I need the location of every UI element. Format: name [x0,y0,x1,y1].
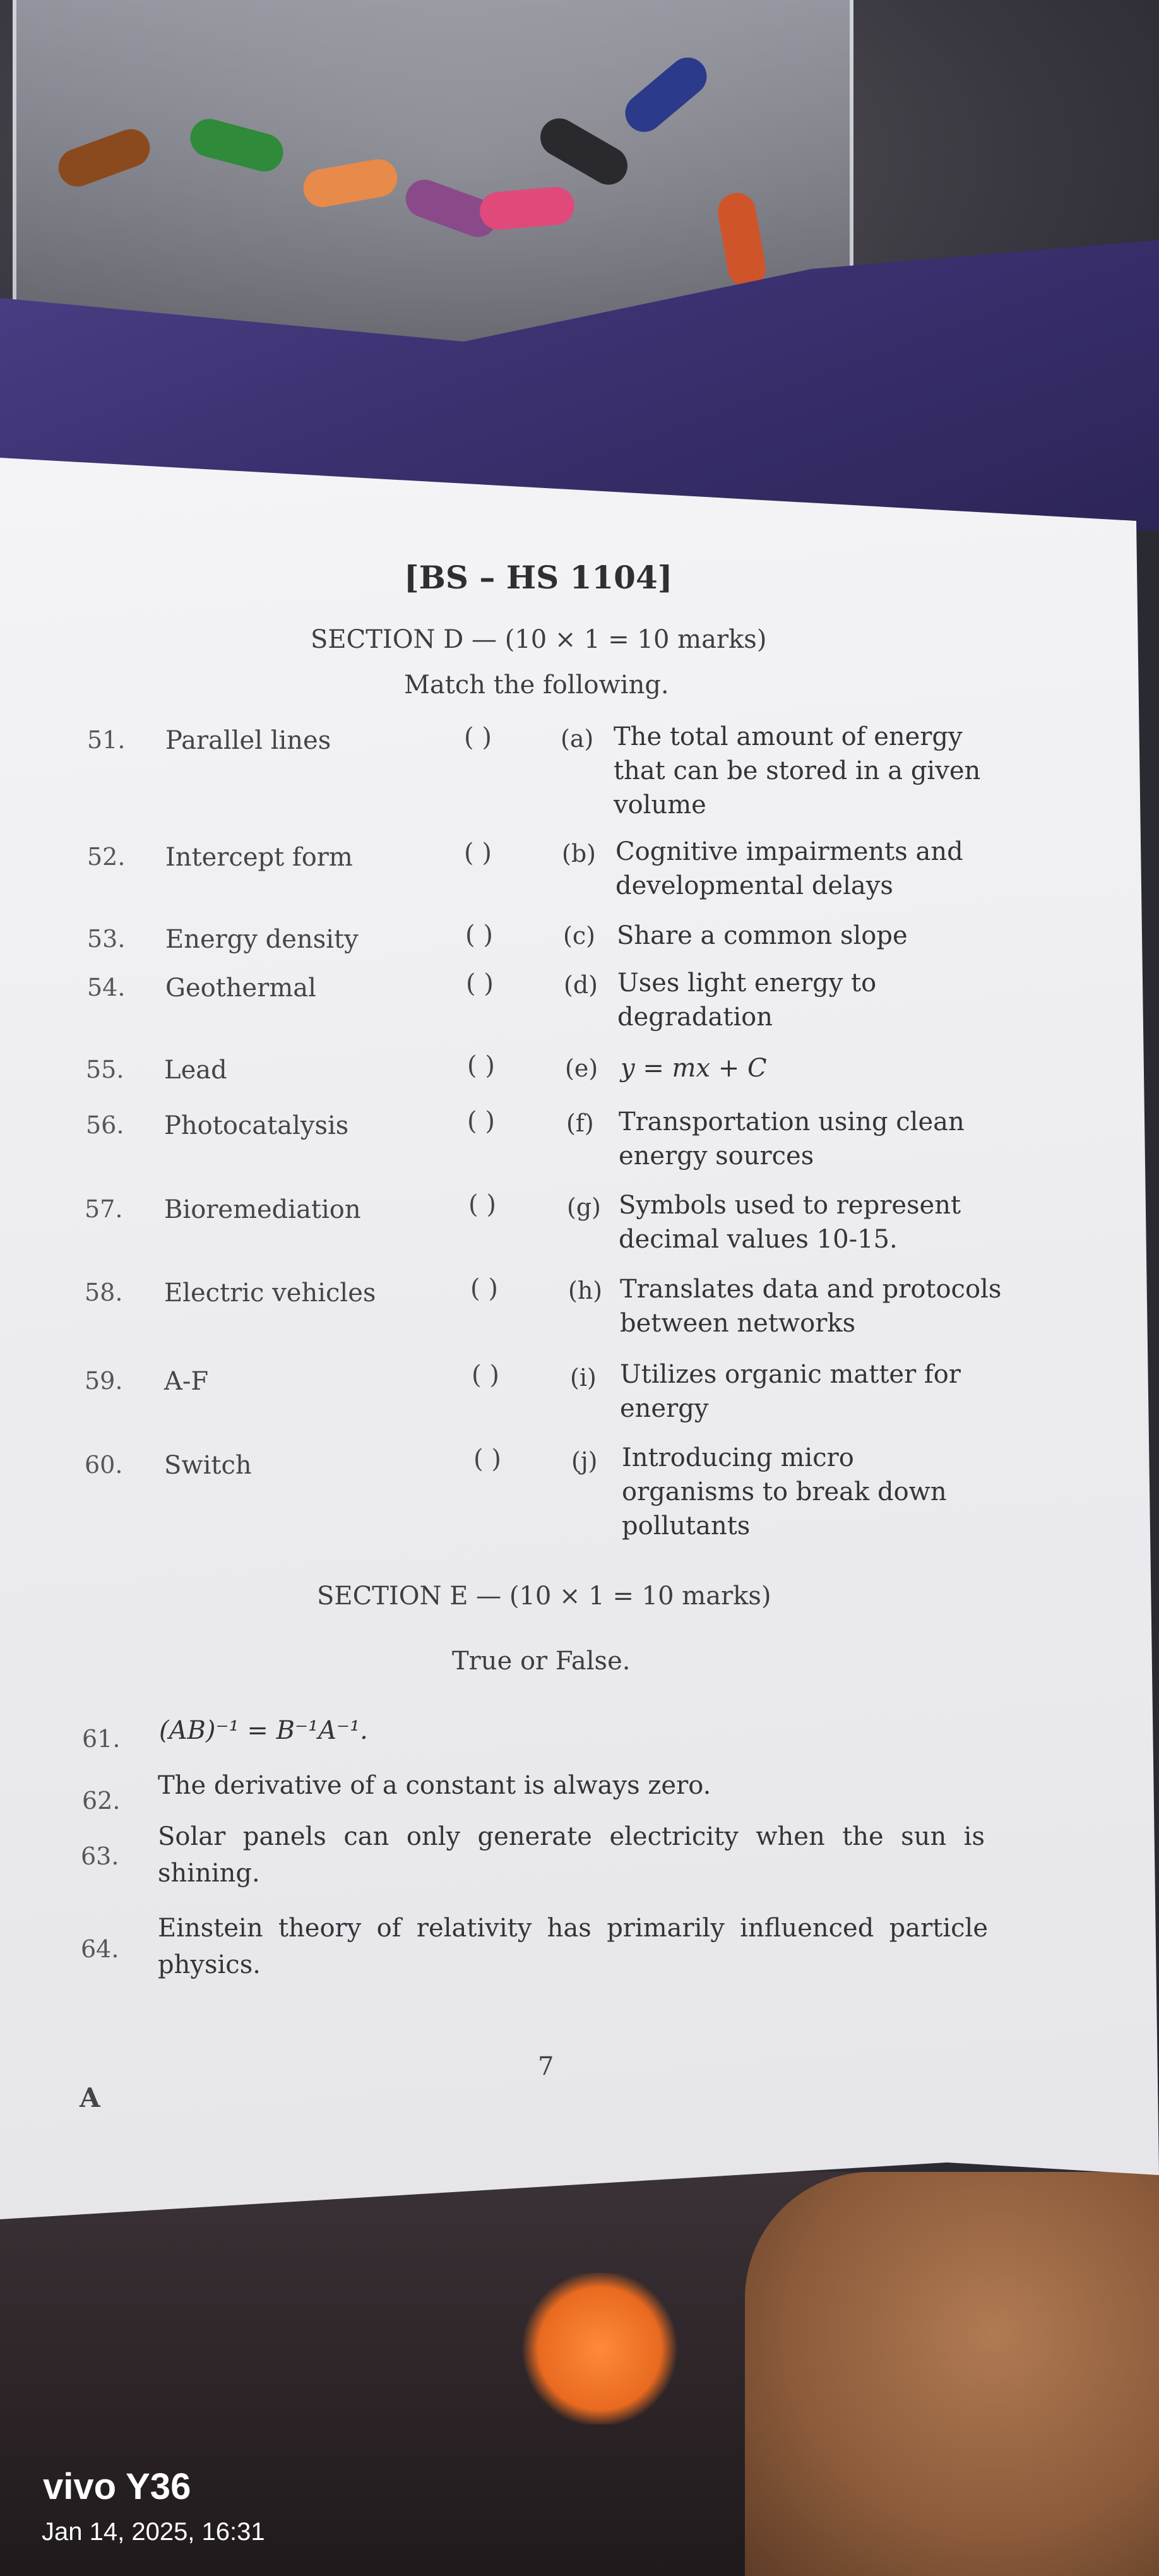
option-description: Translates data and protocols between networks [620,1275,1002,1338]
answer-blank: ( ) [473,1445,501,1474]
match-term: A-F [164,1367,209,1396]
option-letter: (c) [563,922,595,950]
option-letter: (e) [565,1054,598,1082]
question-number: 54. [87,974,126,1001]
true-false-statement: The derivative of a constant is always zero. [158,1771,711,1800]
option-description: Transportation using clean energy sources [619,1107,965,1171]
match-term: Bioremediation [164,1195,361,1224]
option-description: Symbols used to represent decimal values 10-15. [619,1191,961,1254]
camera-datetime-label: Jan 14, 2025, 16:31 [42,2518,265,2546]
option-letter: (i) [570,1364,597,1392]
match-term: Geothermal [165,974,316,1003]
option-letter: (h) [568,1277,603,1304]
match-term: Switch [164,1451,252,1480]
option-description: Cognitive impairments and developmental delays [615,837,963,900]
answer-blank: ( ) [467,1107,495,1136]
answer-blank: ( ) [464,723,492,752]
camera-device-label: vivo Y36 [43,2466,191,2507]
true-false-statement: Solar panels can only generate electricity when the sun is shining. [158,1822,985,1888]
option-description: Utilizes organic matter for energy [620,1360,961,1423]
answer-blank: ( ) [466,969,494,998]
option-description: y = mx + C [621,1054,767,1083]
option-letter: (g) [567,1193,601,1221]
question-number: 57. [85,1195,123,1223]
question-number: 60. [85,1451,123,1479]
true-false-statement: Einstein theory of relativity has primarily influenced particle physics. [158,1914,988,1979]
question-number: 63. [81,1842,119,1870]
option-description: Introducing micro organisms to break down pollutants [622,1443,947,1541]
hand-holding-paper [745,2172,1159,2576]
section-e-instruction: True or False. [452,1647,631,1676]
answer-blank: ( ) [472,1361,499,1390]
question-number: 55. [86,1056,124,1083]
option-description: The total amount of energy that can be stored in a given volume [614,722,981,820]
question-number: 62. [82,1787,121,1815]
page-number: 7 [538,2052,554,2081]
match-term: Photocatalysis [164,1111,349,1140]
option-letter: (b) [562,840,596,868]
question-number: 61. [82,1725,121,1753]
match-term: Energy density [165,925,359,954]
answer-blank: ( ) [464,838,492,868]
orange-flower-print [518,2273,682,2424]
answer-blank: ( ) [468,1190,496,1219]
section-e-heading: SECTION E — (10 × 1 = 10 marks) [317,1582,771,1611]
question-number: 56. [86,1111,124,1139]
option-description: Uses light energy to degradation [617,969,877,1032]
question-number: 59. [85,1367,123,1395]
section-d-heading: SECTION D — (10 × 1 = 10 marks) [311,625,767,654]
question-number: 64. [81,1935,119,1963]
question-number: 53. [87,925,126,953]
section-d-instruction: Match the following. [404,671,669,700]
set-letter: A [80,2082,100,2113]
question-number: 51. [87,726,126,754]
option-letter: (j) [571,1447,598,1475]
option-letter: (f) [566,1109,594,1137]
paper-code: [BS – HS 1104] [404,559,673,596]
answer-blank: ( ) [467,1051,495,1080]
true-false-statement: (AB)⁻¹ = B⁻¹A⁻¹. [159,1716,368,1745]
option-letter: (d) [564,971,598,999]
option-description: Share a common slope [617,921,908,950]
answer-blank: ( ) [465,921,493,950]
question-number: 52. [87,843,126,871]
match-term: Lead [164,1056,227,1085]
question-number: 58. [85,1279,123,1306]
match-term: Intercept form [165,843,353,872]
match-term: Electric vehicles [164,1279,376,1308]
option-letter: (a) [561,725,594,753]
answer-blank: ( ) [470,1274,498,1303]
match-term: Parallel lines [165,726,331,755]
